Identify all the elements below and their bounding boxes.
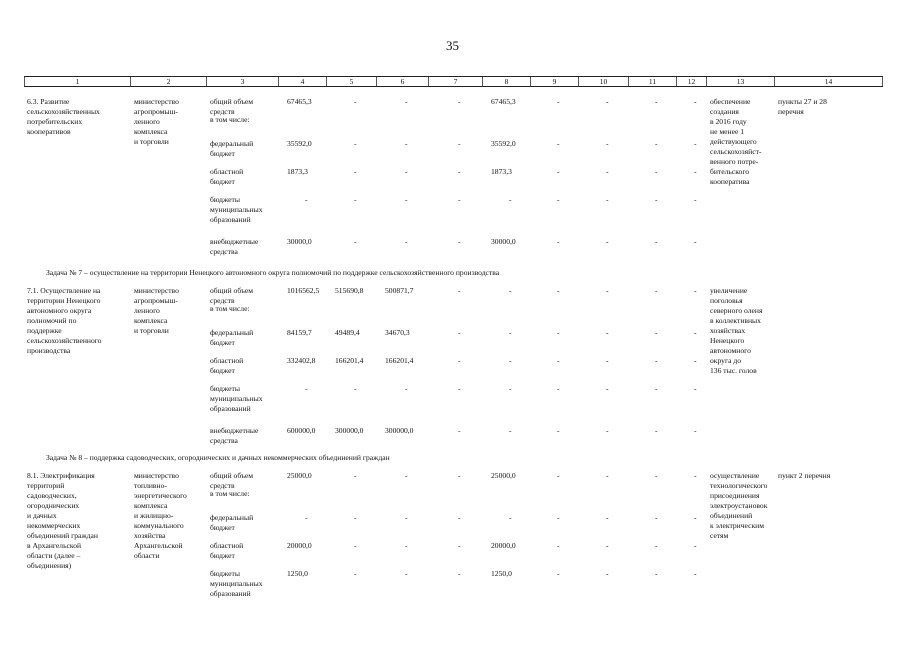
table-body [24, 87, 883, 627]
amount-cell: - [557, 167, 560, 176]
amount-cell: - [509, 195, 512, 204]
column-header-2: 2 [131, 77, 207, 86]
amount-cell: - [458, 97, 461, 106]
funding-source-label: областной бюджет [210, 167, 244, 186]
amount-cell: 166201,4 [385, 356, 414, 365]
amount-cell: 84159,7 [287, 328, 312, 337]
amount-cell: - [606, 286, 609, 295]
measure-title: 7.1. Осуществление на территории Ненецкого автономного округа полномочий по поддержке сельскохозяйственного производства [27, 286, 102, 355]
amount-cell: - [557, 541, 560, 550]
amount-cell: - [655, 97, 658, 106]
amount-cell: - [606, 237, 609, 246]
amount-cell: 30000,0 [287, 237, 312, 246]
amount-cell: 1873,3 [287, 167, 308, 176]
amount-cell: - [458, 167, 461, 176]
amount-cell: - [354, 195, 357, 204]
funding-source-row [24, 541, 883, 560]
amount-cell: - [405, 195, 408, 204]
amount-cell: - [354, 139, 357, 148]
amount-cell: - [606, 139, 609, 148]
responsible-executor: министерство агропромыш- ленного комплекса и торговли [134, 286, 179, 335]
amount-cell: - [458, 513, 461, 522]
amount-cell: - [606, 328, 609, 337]
amount-cell: - [458, 356, 461, 365]
amount-cell: - [458, 569, 461, 578]
amount-cell: - [557, 237, 560, 246]
funding-source-row [24, 328, 883, 347]
amount-cell: - [606, 541, 609, 550]
amount-cell: - [458, 328, 461, 337]
measure-title: 8.1. Электрификация территорий садоводческих, огороднических и дачных некоммерческих объединений граждан в Архангельской области (далее – объединения) [27, 471, 98, 570]
amount-cell: - [655, 167, 658, 176]
funding-source-label: внебюджетные средства [210, 237, 259, 256]
funding-source-label: бюджеты муниципальных образований [210, 384, 263, 413]
amount-cell: - [458, 384, 461, 393]
amount-cell: 49489,4 [335, 328, 360, 337]
amount-cell: 67465,3 [287, 97, 312, 106]
amount-cell: - [694, 139, 697, 148]
amount-cell: 25000,0 [491, 471, 516, 480]
amount-cell: 600000,0 [287, 426, 316, 435]
amount-cell: - [655, 286, 658, 295]
amount-cell: - [655, 195, 658, 204]
amount-cell: - [509, 286, 512, 295]
amount-cell: - [405, 384, 408, 393]
responsible-executor: министерство агропромыш- ленного комплекса и торговли [134, 97, 179, 146]
amount-cell: 1016562,5 [287, 286, 320, 295]
amount-cell: - [557, 286, 560, 295]
amount-cell: - [655, 471, 658, 480]
amount-cell: - [557, 97, 560, 106]
funding-source-row [24, 286, 883, 305]
amount-cell: - [606, 195, 609, 204]
funding-source-row [24, 237, 883, 256]
amount-cell: - [655, 237, 658, 246]
amount-cell: 166201,4 [335, 356, 364, 365]
funding-source-label: внебюджетные средства [210, 426, 259, 445]
amount-cell: - [694, 97, 697, 106]
amount-cell: - [305, 513, 308, 522]
amount-cell: - [458, 286, 461, 295]
funding-source-row [24, 356, 883, 375]
funding-source-label: областной бюджет [210, 356, 244, 375]
amount-cell: - [655, 513, 658, 522]
amount-cell: - [655, 139, 658, 148]
funding-source-label: бюджеты муниципальных образований [210, 569, 263, 598]
amount-cell: - [458, 139, 461, 148]
amount-cell: - [557, 356, 560, 365]
column-header-4: 4 [279, 77, 327, 86]
funding-source-label: общий объем средств [210, 286, 254, 305]
amount-cell: - [405, 139, 408, 148]
amount-cell: - [606, 569, 609, 578]
amount-cell: - [694, 569, 697, 578]
amount-cell: - [694, 471, 697, 480]
amount-cell: 67465,3 [491, 97, 516, 106]
funding-source-label: федеральный бюджет [210, 139, 254, 158]
amount-cell: - [305, 195, 308, 204]
amount-cell: - [405, 569, 408, 578]
funding-source-label: федеральный бюджет [210, 328, 254, 347]
column-header-8: 8 [483, 77, 531, 86]
amount-cell: - [354, 237, 357, 246]
amount-cell: - [606, 384, 609, 393]
amount-cell: - [354, 471, 357, 480]
amount-cell: - [354, 384, 357, 393]
amount-cell: 515690,8 [335, 286, 364, 295]
amount-cell: 1250,0 [287, 569, 308, 578]
task-heading: Задача № 7 – осуществление на территории Ненецкого автономного округа полномочий по поддержке сельскохозяйственного производства [46, 268, 500, 277]
amount-cell: 300000,0 [335, 426, 364, 435]
amount-cell: - [509, 513, 512, 522]
amount-cell: - [458, 471, 461, 480]
amount-cell: - [655, 356, 658, 365]
amount-cell: 25000,0 [287, 471, 312, 480]
amount-cell: - [458, 237, 461, 246]
amount-cell: - [405, 97, 408, 106]
amount-cell: - [557, 569, 560, 578]
amount-cell: - [354, 541, 357, 550]
amount-cell: - [694, 384, 697, 393]
amount-cell: - [655, 384, 658, 393]
funding-source-label: бюджеты муниципальных образований [210, 195, 263, 224]
column-header-7: 7 [429, 77, 483, 86]
measure-block [24, 97, 883, 272]
amount-cell: 500871,7 [385, 286, 414, 295]
amount-cell: - [354, 569, 357, 578]
amount-cell: - [694, 513, 697, 522]
funding-source-row [24, 569, 883, 598]
funding-source-label: в том числе: [210, 304, 250, 313]
funding-source-row [24, 384, 883, 413]
amount-cell: - [405, 237, 408, 246]
amount-cell: - [694, 356, 697, 365]
column-header-6: 6 [377, 77, 429, 86]
budget-table [24, 76, 883, 627]
measure-block [24, 286, 883, 461]
column-header-1: 1 [24, 77, 131, 86]
column-header-12: 12 [677, 77, 707, 86]
column-header-13: 13 [707, 77, 775, 86]
amount-cell: - [557, 195, 560, 204]
amount-cell: - [354, 513, 357, 522]
amount-cell: - [557, 426, 560, 435]
column-number-header [24, 76, 883, 87]
amount-cell: - [509, 384, 512, 393]
amount-cell: - [557, 471, 560, 480]
amount-cell: - [694, 237, 697, 246]
amount-cell: - [509, 426, 512, 435]
expected-result: обеспечение создания в 2016 году не менее 1 действующего сельскохозяйст- венного потре- бительского кооператива [710, 97, 762, 186]
funding-source-label: общий объем средств [210, 471, 254, 490]
amount-cell: - [354, 167, 357, 176]
expected-result: увеличение поголовья северного оленя в коллективных хозяйствах Ненецкого автономного округа до 136 тыс. голов [710, 286, 763, 375]
amount-cell: - [557, 328, 560, 337]
funding-source-label: областной бюджет [210, 541, 244, 560]
page-number: 35 [446, 38, 459, 53]
amount-cell: - [305, 384, 308, 393]
funding-source-row [24, 195, 883, 224]
list-reference: пункты 27 и 28 перечня [778, 97, 827, 116]
amount-cell: - [458, 541, 461, 550]
amount-cell: - [606, 471, 609, 480]
amount-cell: - [655, 541, 658, 550]
funding-source-row [24, 139, 883, 158]
amount-cell: - [694, 286, 697, 295]
amount-cell: - [557, 139, 560, 148]
amount-cell: 1250,0 [491, 569, 512, 578]
column-header-14: 14 [775, 77, 883, 86]
amount-cell: - [655, 328, 658, 337]
expected-result: осуществление технологического присоединения электроустановок объединений к электрическим сетям [710, 471, 768, 540]
amount-cell: - [405, 471, 408, 480]
amount-cell: 300000,0 [385, 426, 414, 435]
amount-cell: - [694, 541, 697, 550]
funding-source-row [24, 489, 883, 499]
amount-cell: - [557, 384, 560, 393]
amount-cell: - [655, 569, 658, 578]
amount-cell: - [458, 426, 461, 435]
funding-source-row [24, 304, 883, 314]
amount-cell: 1873,3 [491, 167, 512, 176]
amount-cell: - [458, 195, 461, 204]
amount-cell: - [606, 356, 609, 365]
amount-cell: - [354, 97, 357, 106]
amount-cell: 20000,0 [491, 541, 516, 550]
amount-cell: - [557, 513, 560, 522]
amount-cell: 332402,8 [287, 356, 316, 365]
amount-cell: - [405, 513, 408, 522]
column-header-10: 10 [579, 77, 629, 86]
amount-cell: - [694, 167, 697, 176]
amount-cell: 20000,0 [287, 541, 312, 550]
funding-source-label: общий объем средств [210, 97, 254, 116]
funding-source-row [24, 97, 883, 116]
responsible-executor: министерство топливно- энергетического комплекса и жилищно- коммунального хозяйства Архангельской области [134, 471, 187, 560]
funding-source-row [24, 426, 883, 445]
funding-source-row [24, 115, 883, 125]
amount-cell: 35592,0 [491, 139, 516, 148]
funding-source-label: в том числе: [210, 115, 250, 124]
amount-cell: - [509, 328, 512, 337]
amount-cell: 35592,0 [287, 139, 312, 148]
amount-cell: 34670,3 [385, 328, 410, 337]
funding-source-row [24, 167, 883, 186]
column-header-9: 9 [531, 77, 579, 86]
amount-cell: - [606, 167, 609, 176]
amount-cell: - [694, 328, 697, 337]
column-header-5: 5 [327, 77, 377, 86]
amount-cell: - [509, 356, 512, 365]
amount-cell: - [694, 195, 697, 204]
measure-block [24, 471, 883, 646]
column-header-3: 3 [207, 77, 279, 86]
amount-cell: - [405, 541, 408, 550]
funding-source-label: в том числе: [210, 489, 250, 498]
amount-cell: - [606, 97, 609, 106]
funding-source-row [24, 513, 883, 532]
amount-cell: - [655, 426, 658, 435]
funding-source-label: федеральный бюджет [210, 513, 254, 532]
amount-cell: 30000,0 [491, 237, 516, 246]
measure-title: 6.3. Развитие сельскохозяйственных потребительских кооперативов [27, 97, 100, 136]
amount-cell: - [606, 426, 609, 435]
task-heading: Задача № 8 – поддержка садоводческих, огороднических и дачных некоммерческих объединений граждан [46, 453, 390, 462]
amount-cell: - [694, 426, 697, 435]
amount-cell: - [405, 167, 408, 176]
list-reference: пункт 2 перечня [778, 471, 831, 480]
funding-source-row [24, 471, 883, 490]
amount-cell: - [606, 513, 609, 522]
column-header-11: 11 [629, 77, 677, 86]
